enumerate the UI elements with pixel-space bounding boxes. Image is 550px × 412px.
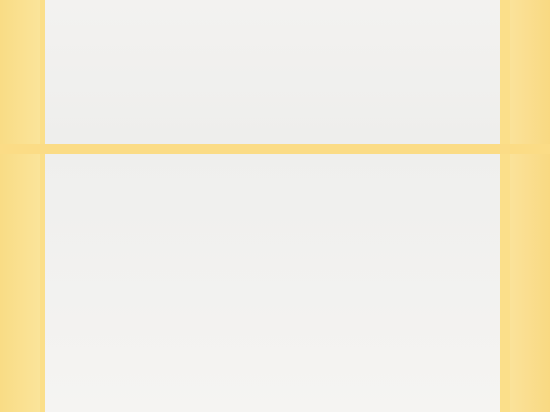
- document-page-bottom: [45, 154, 500, 412]
- left-border: [0, 0, 40, 412]
- page-divider: [0, 144, 550, 154]
- right-border: [510, 0, 550, 412]
- document-page-top: [45, 0, 500, 144]
